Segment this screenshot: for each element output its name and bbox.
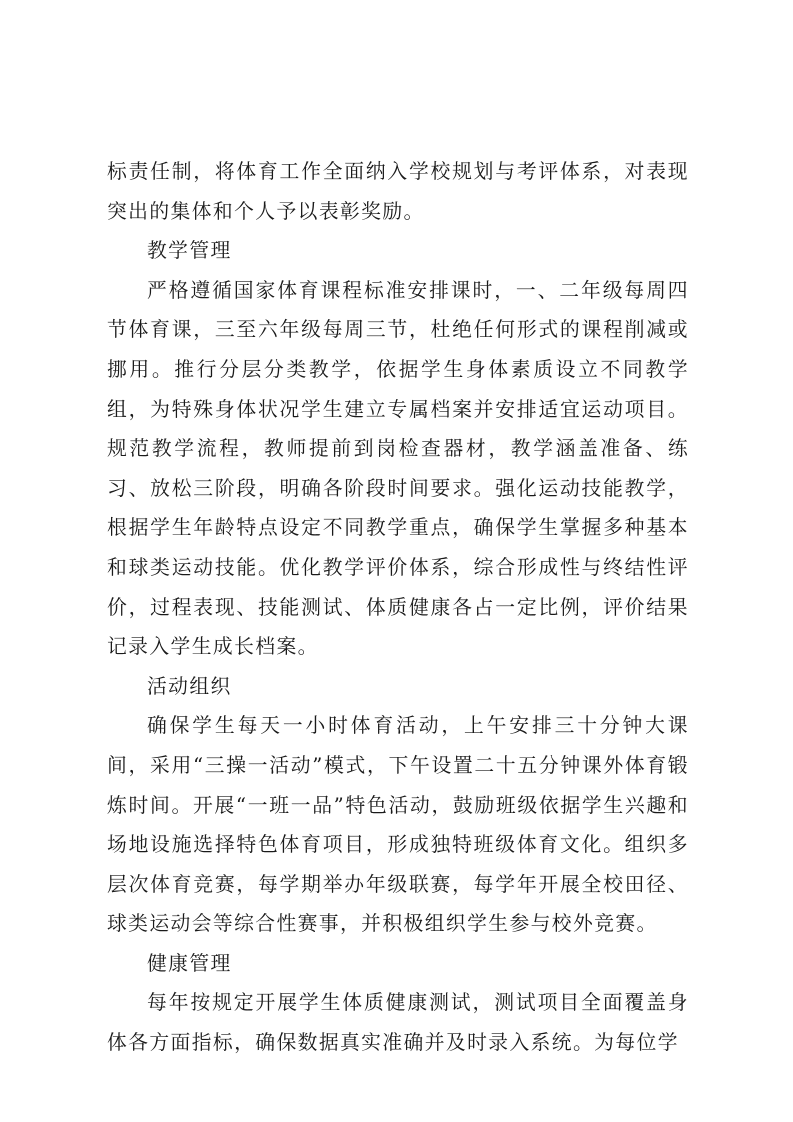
section-heading-health-management: 健康管理 bbox=[147, 951, 232, 975]
paragraph-activity-organization: 确保学生每天一小时体育活动，上午安排三十分钟大课间，采用“三操一活动”模式，下午设置二十五分钟课外体育锻炼时间。开展“一班一品”特色活动，鼓励班级依据学生兴趣和场地设施选择特色体育项目，形成独特班级体育文化。组织多层次体育竞赛，每学期举办年级联赛，每学年开展全校田径、球类运动会等综合性赛事，并积极组织学生参与校外竞赛。 bbox=[107, 714, 689, 936]
section-heading-activity-organization: 活动组织 bbox=[147, 674, 232, 698]
paragraph-continued: 标责任制，将体育工作全面纳入学校规划与考评体系，对表现突出的集体和个人予以表彰奖励。 bbox=[107, 160, 689, 223]
paragraph-teaching-management: 严格遵循国家体育课程标准安排课时，一、二年级每周四节体育课，三至六年级每周三节，杜绝任何形式的课程削减或挪用。推行分层分类教学，依据学生身体素质设立不同教学组，为特殊身体状况学生建立专属档案并安排适宜运动项目。规范教学流程，教师提前到岗检查器材，教学涵盖准备、练习、放松三阶段，明确各阶段时间要求。强化运动技能教学，根据学生年龄特点设定不同教学重点，确保学生掌握多种基本和球类运动技能。优化教学评价体系，综合形成性与终结性评价，过程表现、技能测试、体质健康各占一定比例，评价结果记录入学生成长档案。 bbox=[107, 278, 689, 659]
section-heading-teaching-management: 教学管理 bbox=[147, 239, 232, 263]
document-body bbox=[107, 152, 689, 1063]
paragraph-health-management: 每年按规定开展学生体质健康测试，测试项目全面覆盖身体各方面指标，确保数据真实准确并及时录入系统。为每位学 bbox=[107, 991, 689, 1055]
